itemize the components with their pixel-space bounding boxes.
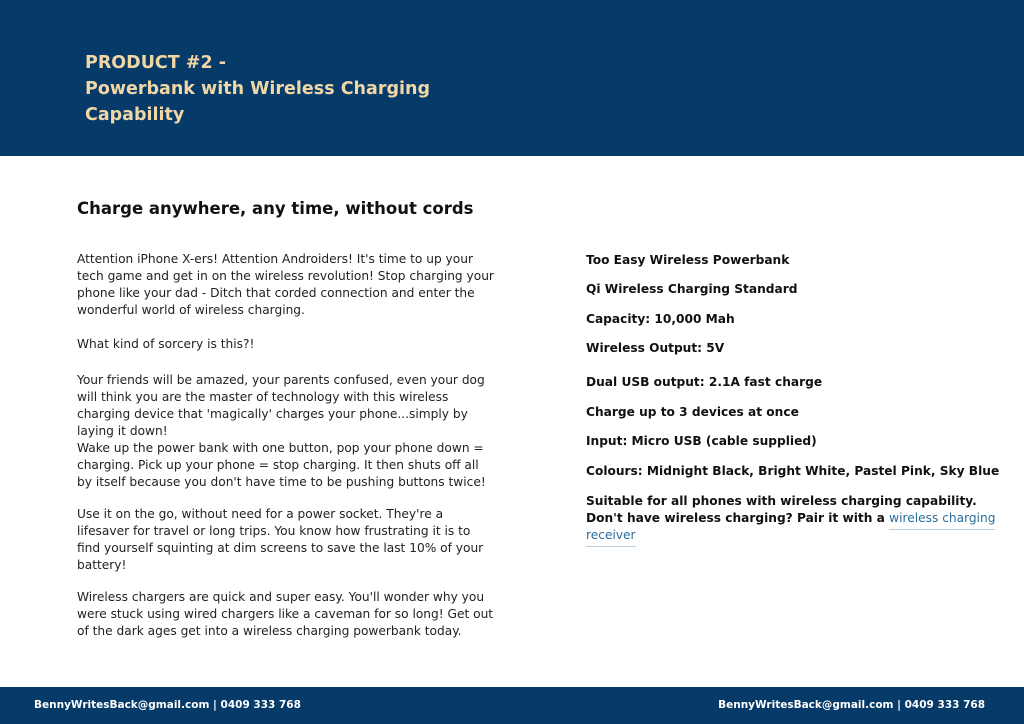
spec-devices: Charge up to 3 devices at once <box>586 405 799 419</box>
description-paragraph-amazed: Your friends will be amazed, your parents confused, even your dog will think you are the master of technology with this wireless charging device that 'magically' charges your phone...simply by laying it down! <box>77 373 485 438</box>
spec-usb-output: Dual USB output: 2.1A fast charge <box>586 375 823 389</box>
spec-standard: Qi Wireless Charging Standard <box>586 282 798 296</box>
header-banner <box>0 0 1024 156</box>
spec-input: Input: Micro USB (cable supplied) <box>586 434 817 448</box>
spec-wireless-output: Wireless Output: 5V <box>586 341 725 355</box>
product-title-line-1: PRODUCT #2 - <box>85 53 226 73</box>
spec-product-name: Too Easy Wireless Powerbank <box>586 253 790 267</box>
spec-colours: Colours: Midnight Black, Bright White, Pastel Pink, Sky Blue <box>586 464 1000 478</box>
footer-contact-left: BennyWritesBack@gmail.com | 0409 333 768 <box>34 699 301 711</box>
description-paragraph-closing: Wireless chargers are quick and super easy. You'll wonder why you were stuck using wired chargers like a caveman for so long! Get out of the dark ages get into a wireless charging powerbank today. <box>77 590 494 638</box>
wireless-receiver-link[interactable]: wireless charging receiver <box>586 511 995 547</box>
description-paragraph-intro: Attention iPhone X-ers! Attention Androiders! It's time to up your tech game and get in on the wireless revolution! Stop charging your phone like your dad - Ditch that corded connection and enter the wonderful world of wireless charging. <box>77 252 494 317</box>
product-title-line-3: Capability <box>85 105 185 125</box>
spec-capacity: Capacity: 10,000 Mah <box>586 312 735 326</box>
footer-contact-right: BennyWritesBack@gmail.com | 0409 333 768 <box>718 699 985 711</box>
description-paragraph-usage: Wake up the power bank with one button, pop your phone down = charging. Pick up your phone = stop charging. It then shuts off all by itself because you don't have time to be pushing buttons twice! <box>77 441 486 489</box>
footer-bar <box>0 687 1024 724</box>
spec-compatibility <box>586 493 996 544</box>
description-paragraph-on-the-go: Use it on the go, without need for a power socket. They're a lifesaver for travel or long trips. You know how frustrating it is to find yourself squinting at dim screens to save the last 10% of your battery! <box>77 507 484 572</box>
compatibility-text: Suitable for all phones with wireless charging capability. Don't have wireless charging? Pair it with a <box>586 494 977 525</box>
product-title <box>85 50 430 128</box>
description-paragraph-question: What kind of sorcery is this?! <box>77 337 255 351</box>
section-headline: Charge anywhere, any time, without cords <box>77 199 474 218</box>
product-description <box>77 251 497 640</box>
product-title-line-2: Powerbank with Wireless Charging <box>85 79 430 99</box>
